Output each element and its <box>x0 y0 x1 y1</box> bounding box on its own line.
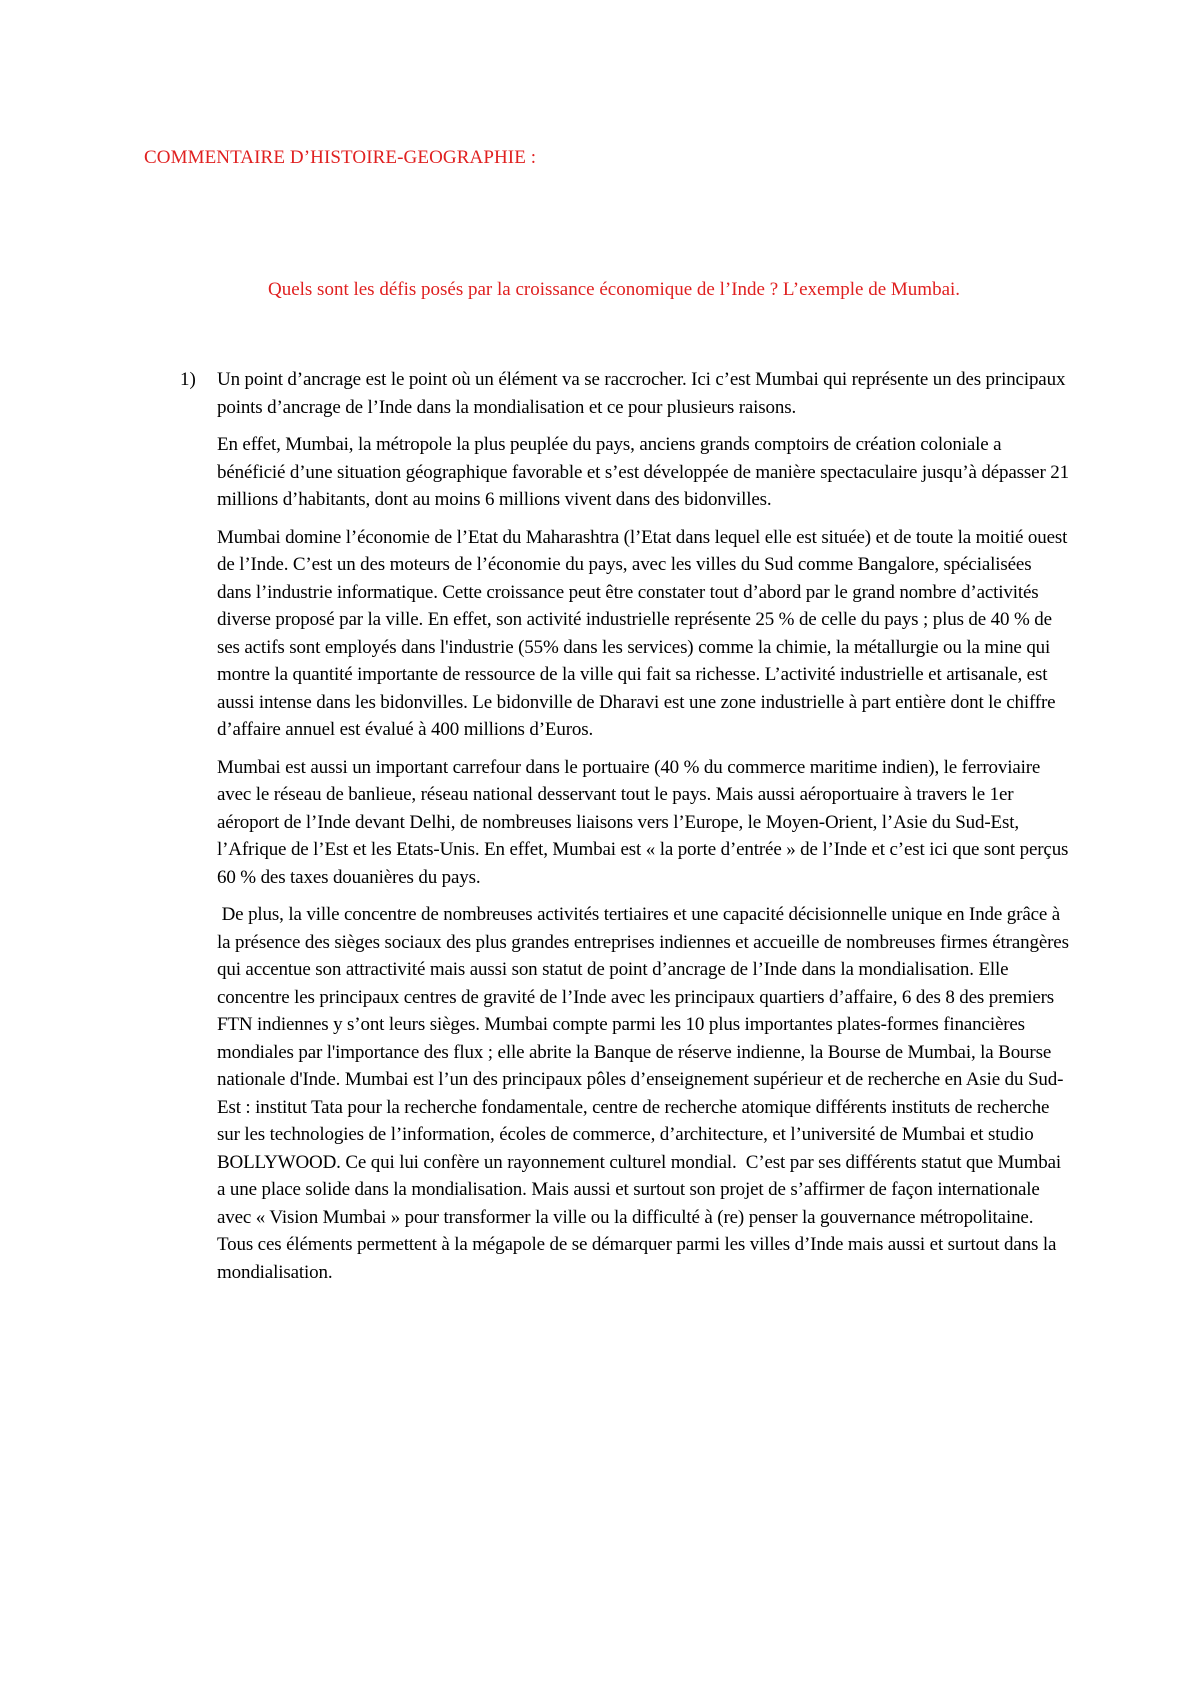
paragraph-transport-hub: Mumbai est aussi un important carrefour dans le portuaire (40 % du commerce maritime indien), le ferroviaire avec le réseau de banlieue, réseau national desservant tout le pays. Mais aussi aéroportuaire à travers le 1er aéroport de l’Inde devant Delhi, de nombreuses liaisons vers l’Europe, le Moyen-Orient, l’Asie du Sud-Est, l’Afrique de l’Est et les Etats-Unis. En effet, Mumbai est « la porte d’entrée » de l’Inde et c’est ici que sont perçus 60 % des taxes douanières du pays. <box>217 756 1069 888</box>
section-number: 1) <box>180 369 196 390</box>
document-subtitle: Quels sont les défis posés par la croissance économique de l’Inde ? L’exemple de Mumbai. <box>267 279 961 300</box>
paragraph-population: En effet, Mumbai, la métropole la plus peuplée du pays, anciens grands comptoirs de création coloniale a bénéficié d’une situation géographique favorable et s’est développée de manière spectaculaire jusqu’à dépasser 21 millions d’habitants, dont au moins 6 millions vivent dans des bidonvilles. <box>217 434 1069 510</box>
paragraph-definition: Un point d’ancrage est le point où un élément va se raccrocher. Ici c’est Mumbai qui représente un des principaux points d’ancrage de l’Inde dans la mondialisation et ce pour plusieurs raisons. <box>217 369 1066 418</box>
document-body <box>217 366 1074 1296</box>
document-title: COMMENTAIRE D’HISTOIRE-GEOGRAPHIE : <box>144 147 537 168</box>
paragraph-economy: Mumbai domine l’économie de l’Etat du Maharashtra (l’Etat dans lequel elle est située) et de toute la moitié ouest de l’Inde. C’est un des moteurs de l’économie du pays, avec les villes du Sud comme Bangalore, spécialisées dans l’industrie informatique. Cette croissance peut être constater tout d’abord par le grand nombre d’activités diverse proposé par la ville. En effet, son activité industrielle représente 25 % de celle du pays ; plus de 40 % de ses actifs sont employés dans l'industrie (55% dans les services) comme la chimie, la métallurgie ou la mine qui montre la quantité importante de ressource de la ville qui fait sa richesse. L’activité industrielle et artisanale, est aussi intense dans les bidonvilles. Le bidonville de Dharavi est une zone industrielle à part entière dont le chiffre d’affaire annuel est évalué à 400 millions d’Euros. <box>217 526 1068 740</box>
paragraph-tertiary-activities: De plus, la ville concentre de nombreuses activités tertiaires et une capacité décisionnelle unique en Inde grâce à la présence des sièges sociaux des plus grandes entreprises indiennes et accueille de nombreuses firmes étrangères qui accentue son attractivité mais aussi son statut de point d’ancrage de l’Inde dans la mondialisation. Elle concentre les principaux centres de gravité de l’Inde avec les principaux quartiers d’affaire, 6 des 8 des premiers FTN indiennes y s’ont leurs sièges. Mumbai compte parmi les 10 plus importantes plates-formes financières mondiales par l'importance des flux ; elle abrite la Banque de réserve indienne, la Bourse de Mumbai, la Bourse nationale d'Inde. Mumbai est l’un des principaux pôles d’enseignement supérieur et de recherche en Asie du Sud-Est : institut Tata pour la recherche fondamentale, centre de recherche atomique différents instituts de recherche sur les technologies de l’information, écoles de commerce, d’architecture, et l’université de Mumbai et studio BOLLYWOOD. Ce qui lui confère un rayonnement culturel mondial. C’est par ses différents statut que Mumbai a une place solide dans la mondialisation. Mais aussi et surtout son projet de s’affirmer de façon internationale avec « Vision Mumbai » pour transformer la ville ou la difficulté à (re) penser la gouvernance métropolitaine. Tous ces éléments permettent à la mégapole de se démarquer parmi les villes d’Inde mais aussi et surtout dans la mondialisation. <box>217 904 1074 1283</box>
